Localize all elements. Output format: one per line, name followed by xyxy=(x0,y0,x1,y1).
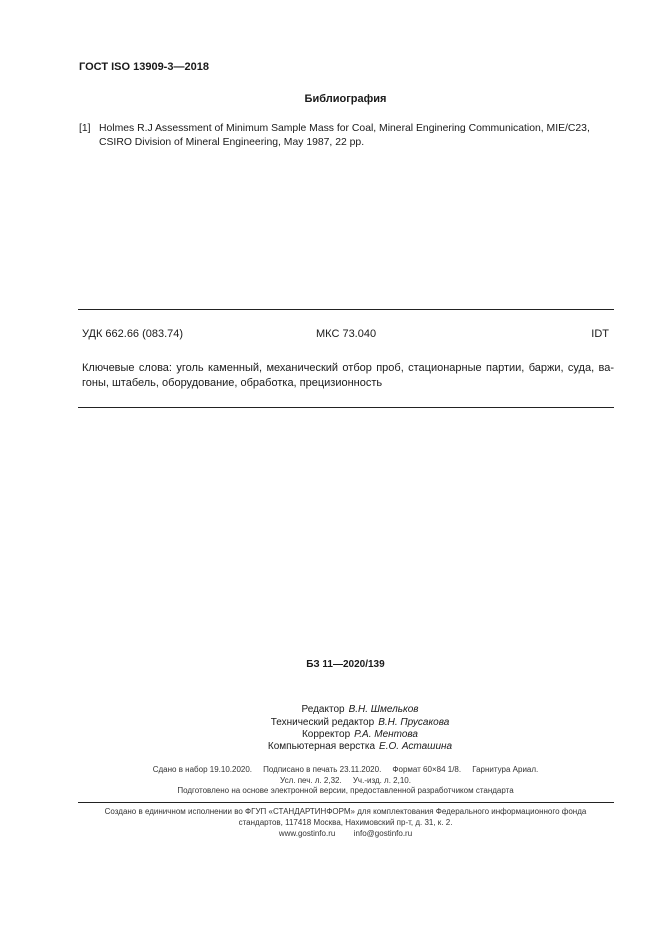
publisher-line-2: стандартов, 117418 Москва, Нахимовский пр-т, д. 31, к. 2. xyxy=(238,818,453,827)
entry-number: [1] xyxy=(79,123,91,134)
divider-footer xyxy=(78,802,614,803)
staff-name: В.Н. Прусакова xyxy=(378,717,450,728)
staff-tech-editor xyxy=(0,717,661,728)
staff-name: В.Н. Шмельков xyxy=(348,704,419,715)
email-link[interactable]: info@gostinfo.ru xyxy=(353,829,413,838)
staff-editor xyxy=(0,704,661,715)
print-details-3: Подготовлено на основе электронной версии, предоставленной разработчиком стандарта xyxy=(177,786,514,795)
website-link[interactable]: www.gostinfo.ru xyxy=(278,829,336,838)
publisher-contacts xyxy=(0,829,661,838)
staff-corrector xyxy=(0,729,661,740)
publisher-line-1: Создано в единичном исполнении во ФГУП «СТАНДАРТИНФОРМ» для комплектования Федерального информационного фонда xyxy=(104,807,587,816)
idt-label: IDT xyxy=(591,328,609,340)
staff-name: Е.О. Асташина xyxy=(379,741,453,752)
mks-code: МКС 73.040 xyxy=(316,328,377,340)
udk-code: УДК 662.66 (083.74) xyxy=(82,328,184,340)
staff-role: Редактор xyxy=(301,704,345,715)
staff-role: Корректор xyxy=(301,729,351,740)
staff-layout xyxy=(0,741,661,752)
standard-header: ГОСТ ISO 13909-3—2018 xyxy=(79,61,209,73)
divider-top xyxy=(78,309,614,310)
divider-bottom xyxy=(78,407,614,408)
staff-name: Р.А. Ментова xyxy=(354,729,418,740)
bz-number: БЗ 11—2020/139 xyxy=(306,659,385,670)
print-details-1: Сдано в набор 19.10.2020. Подписано в печать 23.11.2020. Формат 60×84 1/8. Гарнитура Ариал. xyxy=(152,765,539,774)
keywords: Ключевые слова: уголь каменный, механический отбор проб, стационарные партии, баржи, суда, ва-гоны, штабель, оборудование, обработка, прецизионность xyxy=(82,362,614,389)
entry-text: Holmes R.J Assessment of Minimum Sample Mass for Coal, Mineral Enginering Communication, MIE/C23, CSIRO Division of Mineral Engineering, May 1987, 22 pp. xyxy=(99,123,590,148)
staff-role: Технический редактор xyxy=(270,717,375,728)
staff-role: Компьютерная верстка xyxy=(267,741,376,752)
bibliography-title: Библиография xyxy=(304,93,387,105)
print-details-2: Усл. печ. л. 2,32. Уч.-изд. л. 2,10. xyxy=(280,776,411,785)
